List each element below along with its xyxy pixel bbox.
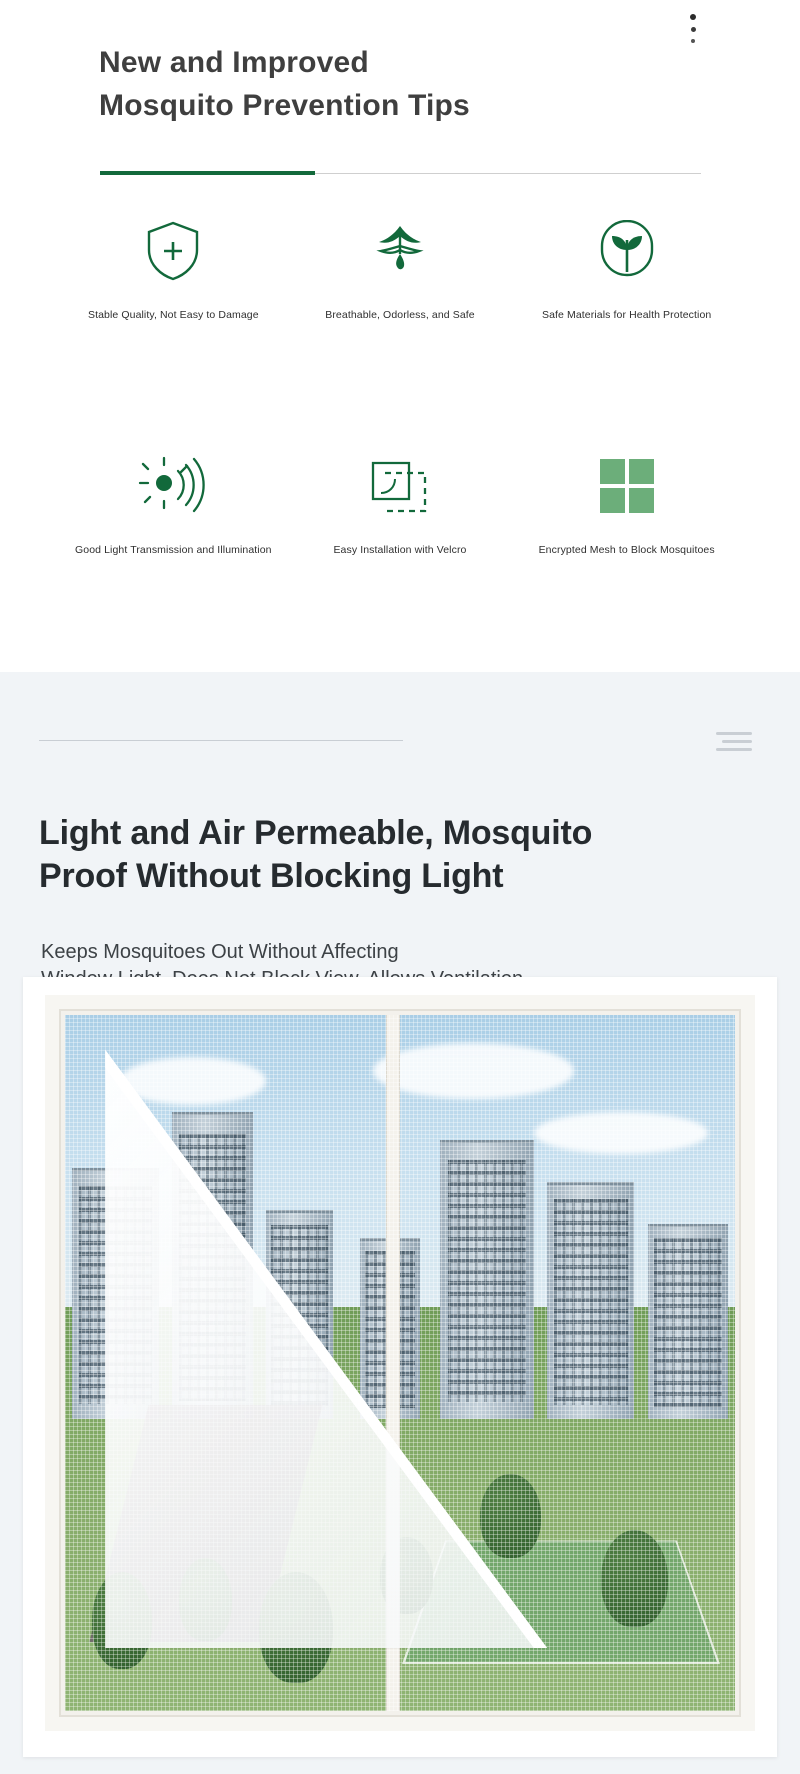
feature-label: Good Light Transmission and Illumination <box>75 544 272 556</box>
feature-item <box>287 215 514 350</box>
shield-plus-icon <box>145 215 201 287</box>
feature-item <box>60 215 287 350</box>
feature-label: Encrypted Mesh to Block Mosquitoes <box>538 544 715 556</box>
feature-label: Breathable, Odorless, and Safe <box>325 309 475 321</box>
feature-grid <box>60 215 740 585</box>
feature-item <box>513 215 740 350</box>
hero-divider <box>39 740 403 741</box>
three-dots-icon[interactable] <box>686 14 700 43</box>
building <box>547 1182 634 1419</box>
cloud <box>534 1112 708 1154</box>
hero-title <box>39 812 739 898</box>
grid-mesh-icon <box>596 450 658 522</box>
page-title <box>99 42 470 127</box>
features-section <box>0 0 800 672</box>
divider-accent <box>100 171 315 175</box>
building <box>440 1140 534 1418</box>
menu-line <box>722 740 752 743</box>
hero-title-line-2: Proof Without Blocking Light <box>39 856 504 895</box>
feature-label: Safe Materials for Health Protection <box>541 309 712 321</box>
hero-section <box>0 672 800 1774</box>
sun-rays-icon <box>134 450 212 522</box>
hamburger-lines-icon[interactable] <box>714 732 752 751</box>
hero-subtitle-line-1: Keeps Mosquitoes Out Without Affecting <box>41 941 399 963</box>
dot <box>691 39 695 43</box>
building <box>648 1224 728 1419</box>
feature-item <box>513 450 740 585</box>
headline-line-2: Mosquito Prevention Tips <box>99 88 470 122</box>
dot <box>691 27 696 32</box>
breathable-leaf-drop-icon <box>369 215 431 287</box>
window-frame <box>45 995 755 1731</box>
velcro-square-dashed-icon <box>367 450 433 522</box>
dot <box>690 14 696 20</box>
feature-item <box>60 450 287 585</box>
cloud <box>373 1043 574 1099</box>
window-with-mosquito-mesh-photo <box>23 977 777 1757</box>
tree <box>480 1474 540 1558</box>
feature-label: Easy Installation with Velcro <box>333 544 467 556</box>
headline-line-1: New and Improved <box>99 46 369 79</box>
hero-title-line-1: Light and Air Permeable, Mosquito <box>39 814 593 852</box>
feature-item <box>287 450 514 585</box>
sprout-leaves-circle-icon <box>596 215 658 287</box>
menu-line <box>716 732 752 735</box>
tree <box>601 1530 668 1627</box>
window-view <box>65 1015 735 1711</box>
menu-line <box>716 748 752 751</box>
feature-label: Stable Quality, Not Easy to Damage <box>87 309 259 321</box>
